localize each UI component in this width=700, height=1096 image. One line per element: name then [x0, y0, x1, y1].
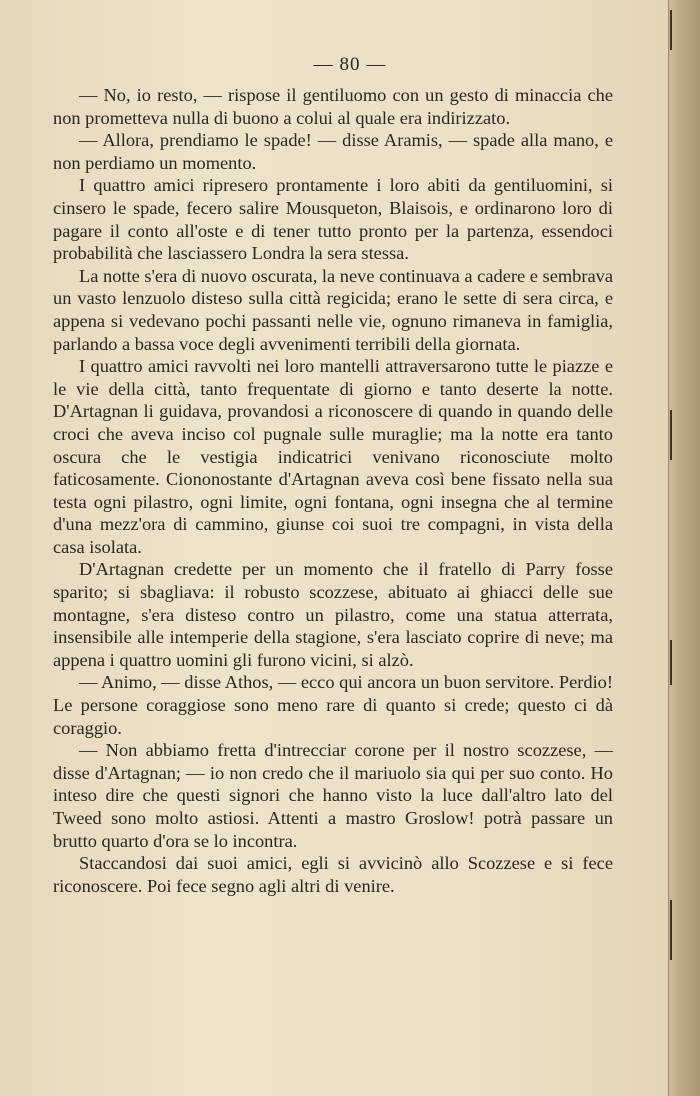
paragraph: I quattro amici ripresero prontamente i loro abiti da gentiluomini, si cinsero le spade, fecero salire Mousqueton, Blaisois, e ordinarono loro di pagare il conto all'oste e di tener tutto pronto per la partenza, essendoci probabilità che lasciassero Londra la sera stessa.	[53, 175, 613, 264]
spine-mark	[670, 900, 672, 960]
paragraph: La notte s'era di nuovo oscurata, la neve continuava a cadere e sembrava un vasto lenzuolo disteso sulla città regicida; erano le sette di sera circa, e appena si vedevano pochi passanti nelle vie, ognuno rimaneva in famiglia, parlando a bassa voce degli avvenimenti terribili della giornata.	[53, 265, 613, 354]
paragraph: — Allora, prendiamo le spade! — disse Aramis, — spade alla mano, e non perdiamo un momento.	[53, 130, 613, 173]
spine-mark	[670, 10, 672, 50]
paragraph: Staccandosi dai suoi amici, egli si avvicinò allo Scozzese e si fece riconoscere. Poi fece segno agli altri di venire.	[53, 853, 613, 896]
body-text	[53, 84, 613, 897]
paragraph: I quattro amici ravvolti nei loro mantelli attraversarono tutte le piazze e le vie della città, tanto frequentate di giorno e tanto deserte la notte. D'Artagnan li guidava, provandosi a riconoscere di quando in quando delle croci che aveva inciso col pugnale sulle muraglie; ma la notte era tanto oscura che le vestigia indicatrici venivano riconosciute molto faticosamente. Ciononostante d'Artagnan aveva così bene fissato nella sua testa ogni pilastro, ogni limite, ogni fontana, ogni insegna che al termine d'una mezz'ora di cammino, giunse coi suoi tre compagni, in vista della casa isolata.	[53, 356, 613, 557]
paragraph: — Animo, — disse Athos, — ecco qui ancora un buon servitore. Perdio! Le persone coraggiose sono meno rare di quanto si crede; questo ci dà coraggio.	[53, 672, 613, 738]
book-spine	[668, 0, 700, 1096]
spine-mark	[670, 410, 672, 460]
page-number: — 80 —	[313, 54, 387, 75]
paragraph: D'Artagnan credette per un momento che il fratello di Parry fosse sparito; si sbagliava: il robusto scozzese, abituato ai ghiacci delle sue montagne, s'era disteso contro un pilastro, come una statua atterrata, insensibile alle intemperie della stagione, s'era lasciato coprire di neve; ma appena i quattro uomini gli furono vicini, si alzò.	[53, 559, 613, 670]
paragraph: — No, io resto, — rispose il gentiluomo con un gesto di minaccia che non prometteva nulla di buono a colui al quale era indirizzato.	[53, 85, 613, 128]
spine-mark	[670, 640, 672, 685]
paragraph: — Non abbiamo fretta d'intrecciar corone per il nostro scozzese, — disse d'Artagnan; — io non credo che il mariuolo sia qui per suo conto. Ho inteso dire che questi signori che hanno visto la luce dall'altro lato del Tweed sono molto astiosi. Attenti a mastro Groslow! potrà passare un brutto quarto d'ora se lo incontra.	[53, 740, 613, 851]
